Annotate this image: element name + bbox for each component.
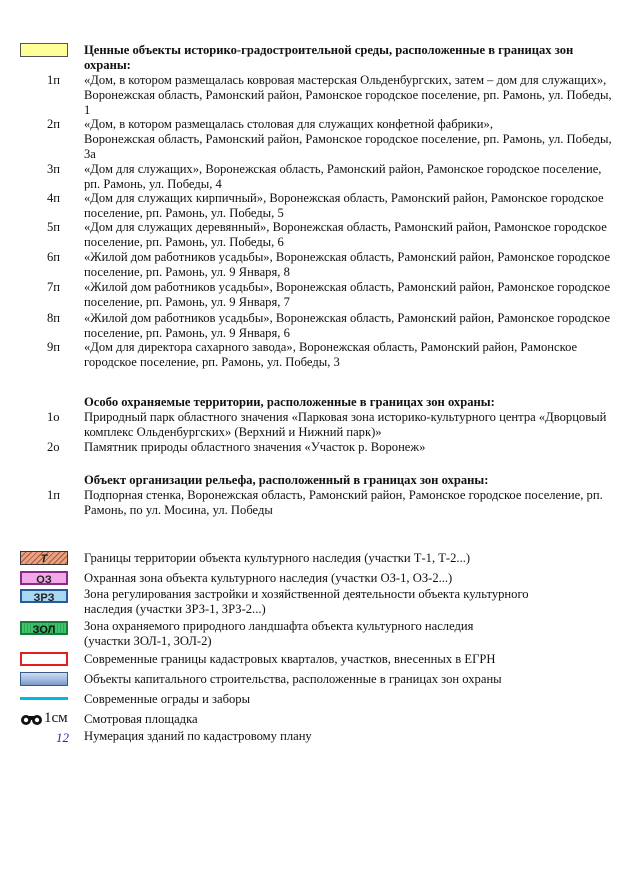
legend-swatch-t: Т [20,551,68,565]
item-number: 9п [47,340,61,354]
list-item: «Дом для служащих кирпичный», Воронежская область, Рамонский район, Рамонское городское поселение, рп. Рамонь, ул. Победы, 5 [84,191,604,220]
list-item: «Дом для директора сахарного завода», Воронежская область, Рамонский район, Рамонское городское поселение, рп. Рамонь, ул. Победы, 3 [84,340,578,369]
binoculars-icon [20,712,44,726]
legend-swatch-zol: ЗОЛ [20,621,68,635]
legend-text-viewpoint: Смотровая площадка [84,712,198,726]
legend-text-capital-buildings: Объекты капитального строительства, расположенные в границах зон охраны [84,672,502,686]
legend-swatch-egrn [20,652,68,666]
list-item: «Дом для служащих», Воронежская область, Рамонский район, Рамонское городское поселение, рп. Рамонь, ул. Победы, 4 [84,162,602,191]
legend-text-oz: Охранная зона объекта культурного наследия (участки ОЗ-1, ОЗ-2...) [84,571,453,585]
list-item: «Жилой дом работников усадьбы», Воронежская область, Рамонский район, Рамонское городское поселение, рп. Рамонь, ул. 9 Января, 6 [84,311,611,340]
item-number: 2п [47,117,61,131]
legend-text-zrz: Зона регулирования застройки и хозяйственной деятельности объекта культурного наследия (участки ЗРЗ-1, ЗРЗ-2...) [84,587,529,616]
section1-heading: Ценные объекты историко-градостроительной среды, расположенные в границах зон охраны: [84,43,574,72]
section2-heading: Особо охраняемые территории, расположенные в границах зон охраны: [84,395,495,409]
list-item: «Дом, в котором размещалась ковровая мастерская Ольденбургских, затем – дом для служащих», Воронежская область, Рамонский район, Рамонское городское поселение, рп. Рамонь, ул. Победы, 1 [84,73,612,117]
list-item: «Жилой дом работников усадьбы», Воронежская область, Рамонский район, Рамонское городское поселение, рп. Рамонь, ул. 9 Января, 8 [84,250,611,279]
list-item: «Жилой дом работников усадьбы», Воронежская область, Рамонский район, Рамонское городское поселение, рп. Рамонь, ул. 9 Января, 7 [84,280,611,309]
legend-text-building-numbering: Нумерация зданий по кадастровому плану [84,729,312,743]
item-number: 2о [47,440,60,454]
section3-heading: Объект организации рельефа, расположенный в границах зон охраны: [84,473,489,487]
list-item: «Дом для служащих деревянный», Воронежская область, Рамонский район, Рамонское городское поселение, рп. Рамонь, ул. Победы, 6 [84,220,607,249]
building-number-sample: 12 [56,730,69,745]
legend-swatch-valuable-objects [20,43,68,57]
legend-text-t: Границы территории объекта культурного наследия (участки Т-1, Т-2...) [84,551,471,565]
item-number: 1п [47,488,61,502]
viewpoint-label: 1см [44,710,68,726]
list-item: Подпорная стенка, Воронежская область, Рамонский район, Рамонское городское поселение, рп. Рамонь, по ул. Мосина, ул. Победы [84,488,603,517]
legend-text-fence: Современные ограды и заборы [84,692,251,706]
legend-text-zol: Зона охраняемого природного ландшафта объекта культурного наследия (участки ЗОЛ-1, ЗОЛ-2) [84,619,474,648]
legend-swatch-capital-buildings [20,672,68,686]
legend-text-egrn: Современные границы кадастровых кварталов, участков, внесенных в ЕГРН [84,652,496,666]
item-number: 1о [47,410,60,424]
item-number: 7п [47,280,61,294]
item-number: 4п [47,191,61,205]
item-number: 8п [47,311,61,325]
item-number: 5п [47,220,61,234]
legend-line-fence [20,697,68,700]
list-item: Памятник природы областного значения «Участок р. Воронеж» [84,440,426,454]
list-item: «Дом, в котором размещалась столовая для служащих конфетной фабрики», Воронежская область, Рамонский район, Рамонское городское поселение, рп. Рамонь, ул. Победы, 3а [84,117,612,161]
list-item: Природный парк областного значения «Парковая зона историко-культурного центра «Дворцовый комплекс Ольденбургских» (Верхний и Нижний парк)» [84,410,607,439]
item-number: 1п [47,73,61,87]
legend-swatch-zrz: ЗРЗ [20,589,68,603]
item-number: 3п [47,162,61,176]
item-number: 6п [47,250,61,264]
legend-swatch-oz: ОЗ [20,571,68,585]
